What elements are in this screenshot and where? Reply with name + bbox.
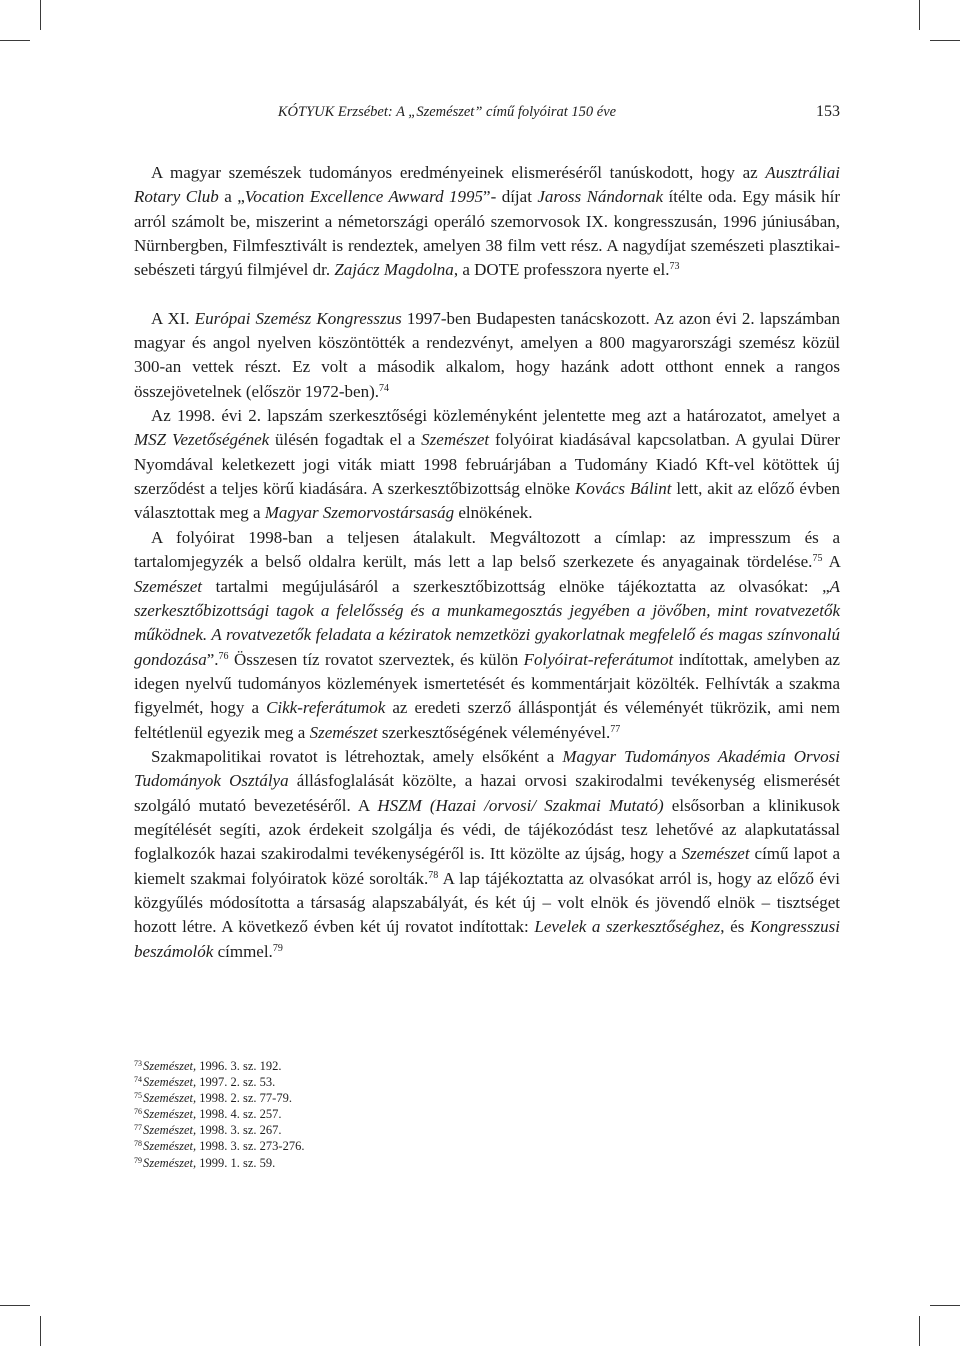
paragraph — [134, 526, 840, 745]
text-run: , és — [720, 917, 750, 937]
footnote-reference: 1999. 1. sz. 59. — [196, 1155, 276, 1170]
footnote-ref[interactable]: 77 — [610, 723, 621, 735]
page-number: 153 — [816, 103, 840, 120]
footnote-journal: Szemészet, — [143, 1091, 197, 1106]
italic-run: A szerkesztőbizottsági tagok a felelősség és a munkamegosztás jegyében a jövőben, mint rovatvezetők működnek. A rovatvezetők feladata a kéziratok nemzetközi gyakorlatnak megfelelő és magas színvonalú gondozása — [134, 576, 840, 669]
running-head-author: KÓTYUK Erzsébet: — [277, 104, 393, 120]
text-run: Az 1998. évi 2. lapszám szerkesztőségi közleményként jelentette meg azt a határozatot, amelyet a — [151, 406, 840, 426]
footnote-number: 73 — [134, 1059, 142, 1068]
italic-run: Cikk-referátumok — [266, 698, 386, 718]
text-run: A magyar szemészek tudományos eredményeinek elismeréséről tanúskodott, hogy az — [151, 163, 766, 182]
footnote-ref[interactable]: 79 — [272, 942, 283, 954]
italic-run: Vocation Excellence Awward 1995 — [244, 187, 484, 207]
footnote — [134, 1122, 840, 1138]
footnote-journal: Szemészet, — [143, 1107, 197, 1122]
footnote — [134, 1106, 840, 1122]
text-run: ”. — [206, 649, 219, 669]
italic-run: HSZM (Hazai /orvosi/ Szakmai Mutató) — [377, 795, 664, 815]
paragraph — [134, 161, 840, 283]
paragraph — [134, 307, 840, 404]
footnote-number: 78 — [134, 1139, 142, 1149]
italic-run: Zajácz Magdolna — [334, 260, 454, 280]
footnote — [134, 1138, 840, 1154]
crop-mark — [930, 1305, 960, 1306]
text-run: A XI. — [151, 308, 195, 328]
italic-run: Európai Szemész Kongresszus — [194, 308, 402, 328]
italic-run: MSZ Vezetőségének — [134, 430, 270, 450]
footnote-reference: 1998. 2. sz. 77-79. — [196, 1091, 292, 1106]
paragraph — [134, 745, 840, 964]
text-run: szerkesztőségének véleményével. — [377, 722, 611, 742]
footnote-number: 77 — [134, 1123, 142, 1133]
footnote-ref[interactable]: 75 — [812, 553, 823, 565]
text-run: Összesen tíz rovatot szerveztek, és külön — [228, 649, 524, 669]
article-body — [134, 161, 840, 964]
paragraph — [134, 404, 840, 526]
text-run: folyóirat kiadásával kapcsolatban. A gyulai Dürer Nyomdával keletkezett jogi viták miatt 1998 februárjában a Tudomány Kiadó Kft-vel kötöttek új szerződést a teljes körű kiadására. A szerkesztőbizottság elnöke — [134, 430, 841, 499]
footnote-journal: Szemészet, — [143, 1059, 197, 1073]
footnote — [134, 1058, 840, 1074]
italic-run: Kongresszusi beszámolók — [134, 917, 840, 961]
text-run: A folyóirat 1998-ban a teljesen átalakult. Megváltozott a címlap: az impresszum és a tartalomjegyzék a belső oldalra került, más lett a lap belső szerkezete és anyagainak tördelése. — [134, 527, 840, 572]
text-run: ”- díjat — [483, 187, 538, 207]
text-run: lett, akit az előző évben választottak meg a — [134, 479, 841, 523]
italic-run: Szemészet — [421, 430, 490, 450]
footnote-number: 79 — [134, 1155, 142, 1165]
footnotes — [134, 1058, 840, 1171]
footnote-journal: Szemészet, — [143, 1075, 197, 1090]
text-run: A lap tájékoztatta az olvasókat arról is, hogy az előző évi közgyűlés módosította a társaság alapszabályát, és két új – volt elnök és jövendő elnök – tisztséget hozott létre. A következő évben két új rovatot indítottak: — [134, 868, 841, 937]
footnote — [134, 1155, 840, 1171]
footnote-ref[interactable]: 74 — [379, 382, 389, 394]
footnote-reference: 1997. 2. sz. 53. — [196, 1075, 276, 1090]
italic-run: Szemészet — [134, 576, 202, 596]
text-run: állásfoglalását közölte, a hazai orvosi szakirodalmi tevékenység elismerését szolgáló mutató bevezetéséről. A — [134, 771, 840, 815]
crop-mark — [40, 1316, 41, 1346]
footnote-number: 74 — [134, 1075, 142, 1085]
italic-run: Magyar Tudományos Akadémia Orvosi Tudományok Osztálya — [134, 746, 840, 791]
italic-run: Szemészet — [681, 844, 750, 864]
footnote-number: 75 — [134, 1091, 142, 1101]
crop-mark — [0, 40, 30, 41]
text-run: Szakmapolitikai rovatot is létrehoztak, amely elsőként a — [151, 746, 563, 766]
footnote-reference: 1998. 3. sz. 273-276. — [196, 1139, 305, 1154]
italic-run: Jaross Nándornak — [537, 187, 664, 207]
text-run: a „ — [218, 187, 245, 207]
italic-run: Magyar Szemorvostársaság — [264, 503, 455, 523]
crop-mark — [40, 0, 41, 30]
italic-run: Levelek a szerkesztőséghez — [534, 917, 721, 937]
text-run: az eredeti szerző álláspontját és véleményét tükrözik, ami nem feltétlenül egyezik meg a — [134, 698, 840, 742]
text-run: címmel. — [213, 941, 273, 961]
text-run: ülésén fogadtak el a — [269, 430, 422, 450]
italic-run: Szemészet — [309, 722, 378, 742]
footnote-journal: Szemészet, — [143, 1155, 197, 1170]
footnote-reference: 1998. 3. sz. 267. — [196, 1123, 282, 1138]
text-run: tartalmi megújulásáról a szerkesztőbizottság elnöke tájékoztatta az olvasókat: „ — [201, 576, 830, 596]
crop-mark — [930, 40, 960, 41]
footnote-journal: Szemészet, — [143, 1123, 197, 1138]
footnote-ref[interactable]: 76 — [218, 650, 229, 662]
footnote-ref[interactable]: 73 — [669, 261, 680, 273]
crop-mark — [919, 1316, 920, 1346]
footnote-number: 76 — [134, 1107, 142, 1117]
footnote-ref[interactable]: 78 — [428, 869, 439, 881]
running-head-title: A „Szemészet” című folyóirat 150 éve — [392, 104, 617, 120]
footnote — [134, 1090, 840, 1106]
italic-run: Folyóirat-referátumot — [523, 649, 674, 669]
crop-mark — [919, 0, 920, 30]
text-run: 1997-ben Budapesten tanácskozott. Az azon évi 2. lapszámban magyar és angol nyelven köszöntötték a rendezvényt, amelyen a 800 magyarországi szemész közül 300-an vettek részt. Ez volt a második alkalom, hogy hazánk adott otthont ennek a rangos összejövetelnek (először 1972-ben). — [134, 308, 840, 401]
footnote-reference: 1998. 4. sz. 257. — [196, 1107, 282, 1122]
text-run: , a DOTE professzora nyerte el. — [453, 260, 670, 280]
page-header — [134, 99, 840, 125]
text-run: elsősorban a klinikusok megítélését segíti, azok érdekeit szolgálja és védi, de tájékozódást tesz lehetővé az alapkutatással foglalkozók hazai szakirodalmi tevékenységéről is. Itt közölte az újság, hogy a — [134, 795, 840, 864]
italic-run: Ausztráliai Rotary Club — [134, 163, 840, 207]
running-head — [134, 99, 760, 125]
text-run: indítottak, amelyben az idegen nyelvű tudományos közlemények ismertetését és kommentárjait közölték. Felhívták a szakma figyelmét, hogy a — [134, 649, 840, 718]
footnote-journal: Szemészet, — [143, 1139, 197, 1154]
footnote-reference: 1996. 3. sz. 192. — [196, 1059, 282, 1073]
text-run: A — [822, 552, 841, 572]
footnote — [134, 1074, 840, 1090]
text-run: elnökének. — [454, 503, 533, 523]
text-run: című lapot a kiemelt szakmai folyóiratok közé sorolták. — [134, 844, 841, 888]
italic-run: Kovács Bálint — [574, 479, 672, 499]
text-run: ítélte oda. Egy másik hír arról számolt be, miszerint a németországi operáló szemorvosok IX. kongresszusán, 1996 júniusában, Nürnbergben, Filmfesztivált is rendeztek, amelyen 38 film vett rész. A nagydíjat szemészeti plasztikai-sebészeti tárgyú filmjével dr. — [134, 187, 841, 280]
crop-mark — [0, 1305, 30, 1306]
